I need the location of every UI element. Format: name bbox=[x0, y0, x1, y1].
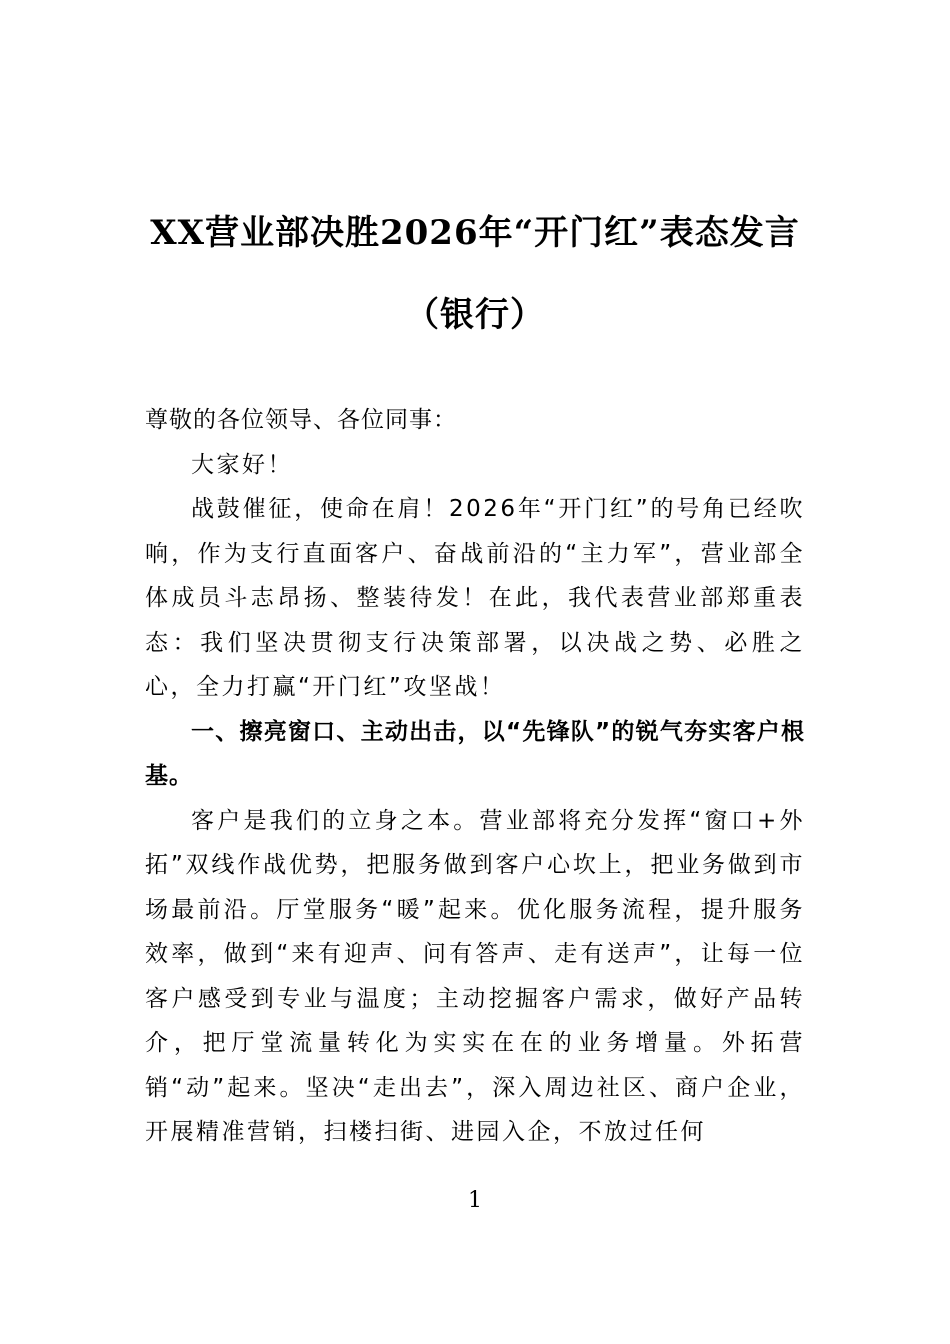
greeting: 大家好！ bbox=[191, 451, 293, 478]
document-body bbox=[145, 398, 805, 1155]
document-title: XX营业部决胜2026年“开门红”表态发言（银行） bbox=[150, 213, 800, 335]
section-heading: 一、擦亮窗口、主动出击，以“先锋队”的锐气夯实客户根基。 bbox=[145, 718, 805, 789]
page-number: 1 bbox=[468, 1188, 482, 1213]
section-paragraph: 客户是我们的立身之本。营业部将充分发挥“窗口+外拓”双线作战优势，把服务做到客户心坎上，把业务做到市场最前沿。厅堂服务“暖”起来。优化服务流程，提升服务效率，做到“来有迎声、问有答声、走有送声”，让每一位客户感受到专业与温度；主动挖掘客户需求，做好产品转介，把厅堂流量转化为实实在在的业务增量。外拓营销“动”起来。坚决“走出去”，深入周边社区、商户企业，开展精准营销，扫楼扫街、进园入企，不放过任何 bbox=[145, 807, 805, 1145]
intro-paragraph: 战鼓催征，使命在肩！2026年“开门红”的号角已经吹响，作为支行直面客户、奋战前沿的“主力军”，营业部全体成员斗志昂扬、整装待发！在此，我代表营业部郑重表态：我们坚决贯彻支行决策部署，以决战之势、必胜之心，全力打赢“开门红”攻坚战！ bbox=[145, 496, 805, 700]
salutation: 尊敬的各位领导、各位同事： bbox=[145, 407, 457, 433]
